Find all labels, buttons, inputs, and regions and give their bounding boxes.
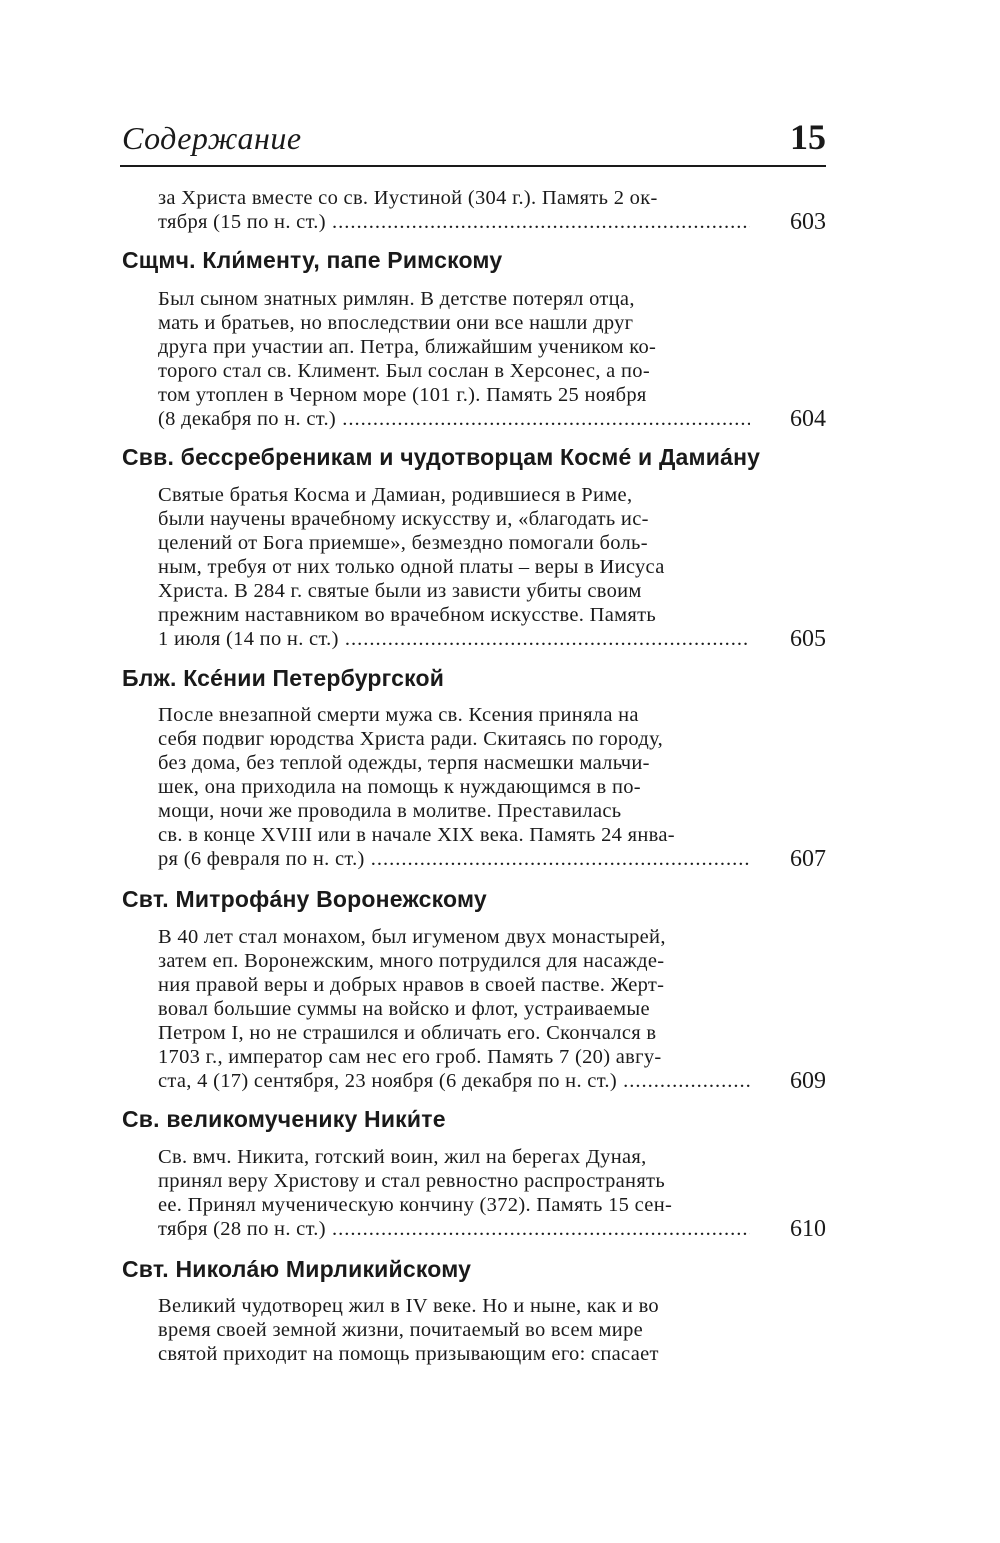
text-line: После внезапной смерти мужа св. Ксения приняла на xyxy=(158,704,639,726)
text-line: были научены врачебному искусству и, «благодать ис- xyxy=(158,508,649,530)
text-line: за Христа вместе со св. Иустиной (304 г.). Память 2 ок- xyxy=(158,187,658,209)
text-line: В 40 лет стал монахом, был игуменом двух монастырей, xyxy=(158,926,666,948)
text-line: Христа. В 284 г. святые были из зависти убиты своим xyxy=(158,580,642,602)
toc-heading: Свт. Митрофáну Воронежскому xyxy=(122,886,487,912)
text-line: ным, требуя от них только одной платы – веры в Иисуса xyxy=(158,556,665,578)
toc-entry-text xyxy=(158,483,750,651)
text-line: друга при участии ап. Петра, ближайшим учеником ко- xyxy=(158,336,657,358)
toc-page-number: 603 xyxy=(790,209,826,235)
text-line: торого стал св. Климент. Был сослан в Херсонес, а по- xyxy=(158,360,650,382)
leader-line: тября (15 по н. ст.) ..... xyxy=(158,210,750,234)
toc-heading: Св. великомученику Ники́те xyxy=(122,1106,446,1132)
toc-heading: Свв. бессребреникам и чудотворцам Космé и Дамиáну xyxy=(122,444,761,470)
toc-page-number: 609 xyxy=(790,1068,826,1094)
toc-entry-text xyxy=(158,925,750,1093)
toc-entry-text xyxy=(158,287,750,431)
toc-entry-text xyxy=(158,1145,750,1241)
toc-heading: Сщмч. Кли́менту, папе Римскому xyxy=(122,247,503,273)
toc-heading: Блж. Ксéнии Петербургской xyxy=(122,665,445,691)
text-line: том утоплен в Черном море (101 г.). Память 25 ноября xyxy=(158,384,647,406)
text-line: шек, она приходила на помощь к нуждающимся в по- xyxy=(158,776,641,798)
text-line: прежним наставником во врачебном искусстве. Память xyxy=(158,604,657,626)
toc-page-number: 610 xyxy=(790,1216,826,1242)
text-line: целений от Бога приемше», безмездно помогали боль- xyxy=(158,532,648,554)
toc-heading: Свт. Николáю Мирликийскому xyxy=(122,1256,472,1282)
text-line: св. в конце XVIII или в начале XIX века. Память 24 янва- xyxy=(158,824,675,846)
text-line: Великий чудотворец жил в IV веке. Но и ныне, как и во xyxy=(158,1295,659,1317)
text-line: Петром I, но не страшился и обличать его. Скончался в xyxy=(158,1022,657,1044)
leader-line: ря (6 февраля по н. ст.) ..... xyxy=(158,847,750,871)
text-line: время своей земной жизни, почитаемый во всем мире xyxy=(158,1319,644,1341)
text-line: Был сыном знатных римлян. В детстве потерял отца, xyxy=(158,288,635,310)
text-line: себя подвиг юродства Христа ради. Скитаясь по городу, xyxy=(158,728,664,750)
header-rule xyxy=(120,165,826,167)
leader-line: 1 июля (14 по н. ст.) ..... xyxy=(158,627,750,651)
text-line: мощи, ночи же проводила в молитве. Преставилась xyxy=(158,800,622,822)
toc-entry-text xyxy=(158,703,750,871)
toc-page-number: 607 xyxy=(790,846,826,872)
running-head xyxy=(122,112,826,162)
text-line: Святые братья Косма и Дамиан, родившиеся в Риме, xyxy=(158,484,633,506)
toc-entry-text xyxy=(158,1294,750,1366)
running-title: Содержание xyxy=(122,120,302,156)
text-line: ее. Принял мученическую кончину (372). Память 15 сен- xyxy=(158,1194,673,1216)
text-line: 1703 г., император сам нес его гроб. Память 7 (20) авгу- xyxy=(158,1046,662,1068)
toc-entry-text xyxy=(158,186,750,234)
text-line: принял веру Христову и стал ревностно распространять xyxy=(158,1170,665,1192)
text-line: святой приходит на помощь призывающим его: спасает xyxy=(158,1343,659,1365)
text-line: ния правой веры и добрых нравов в своей пастве. Жерт- xyxy=(158,974,665,996)
text-line: затем еп. Воронежским, много потрудился для насажде- xyxy=(158,950,665,972)
leader-line: ста, 4 (17) сентября, 23 ноября (6 декабря по н. ст.) ..... xyxy=(158,1069,750,1093)
text-line: Св. вмч. Никита, готский воин, жил на берегах Дуная, xyxy=(158,1146,647,1168)
page-number: 15 xyxy=(790,117,826,157)
leader-line: тября (28 по н. ст.) ..... xyxy=(158,1217,750,1241)
toc-page-number: 604 xyxy=(790,406,826,432)
text-line: мать и братьев, но впоследствии они все нашли друг xyxy=(158,312,634,334)
leader-line: (8 декабря по н. ст.) ..... xyxy=(158,407,750,431)
toc-page-number: 605 xyxy=(790,626,826,652)
text-line: без дома, без теплой одежды, терпя насмешки мальчи- xyxy=(158,752,650,774)
text-line: вовал большие суммы на войско и флот, устраиваемые xyxy=(158,998,650,1020)
